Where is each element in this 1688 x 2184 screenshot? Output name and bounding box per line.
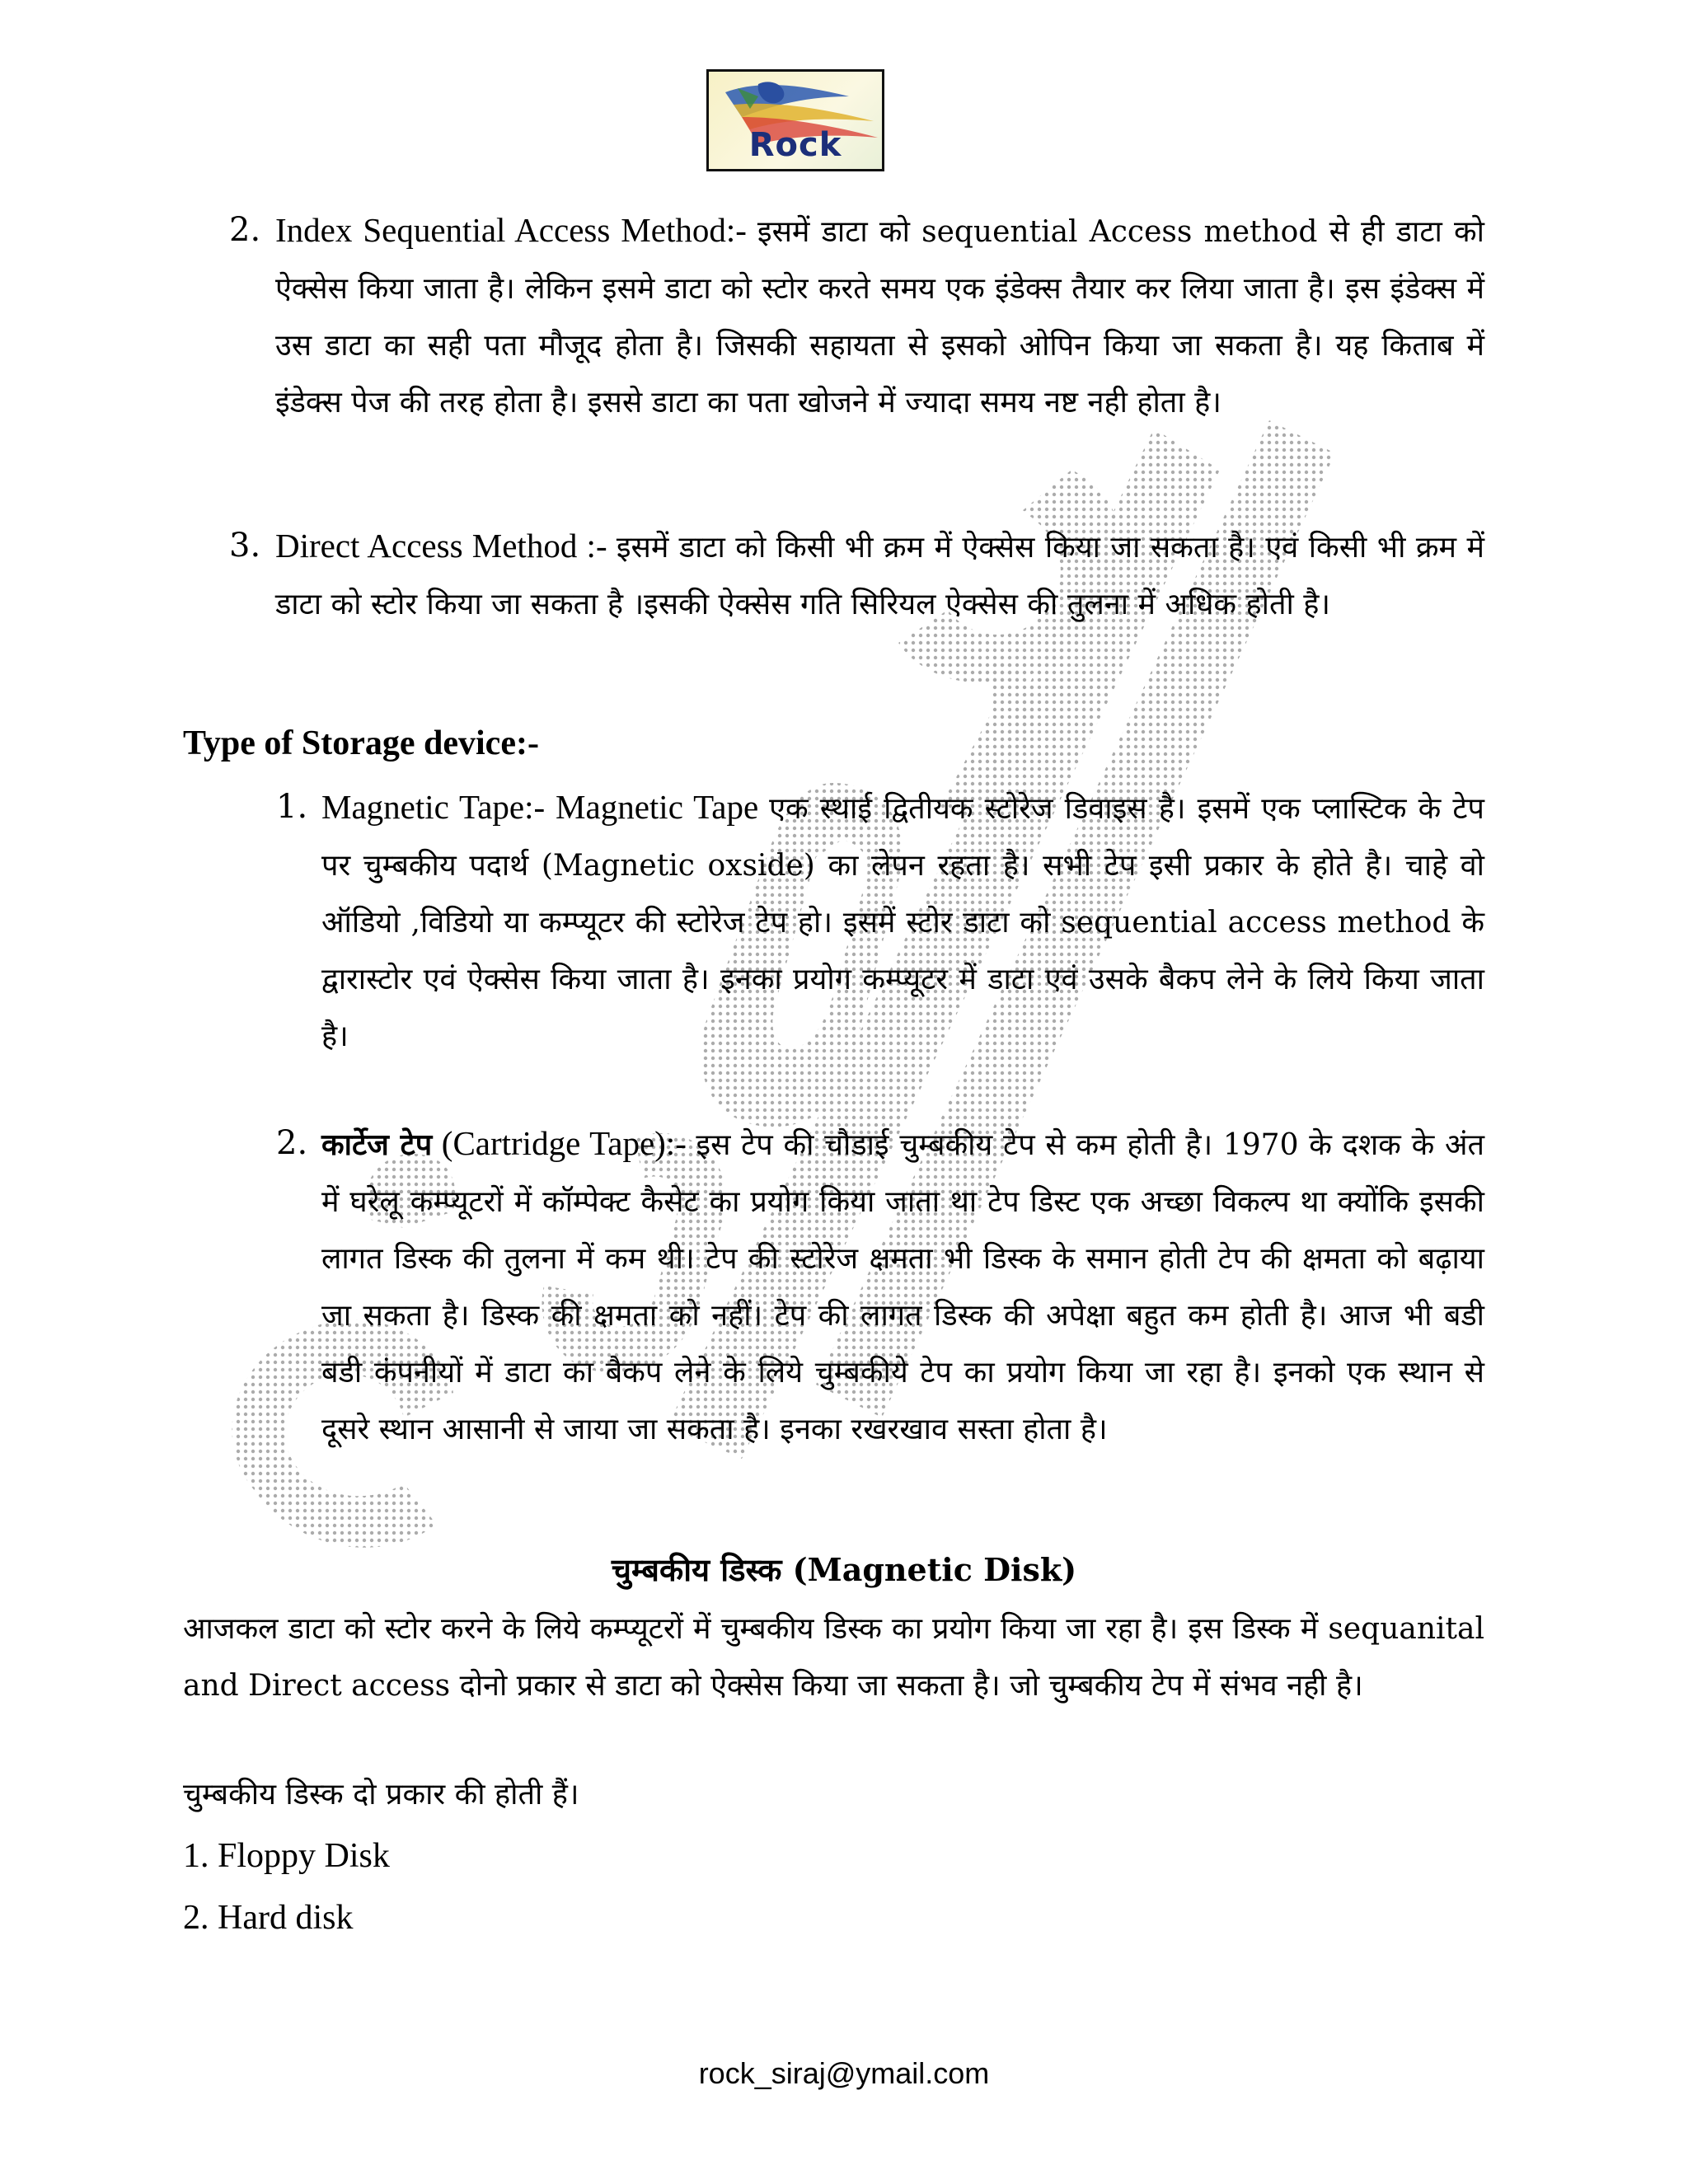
- item-number: 3.: [229, 527, 261, 565]
- direct-access-title: Direct Access Method :-: [275, 527, 617, 565]
- cartridge-tape-title-en: (Cartridge Tape):-: [432, 1124, 696, 1162]
- magnetic-tape-title: Magnetic Tape:- Magnetic Tape: [321, 788, 770, 826]
- footer-email: rock_siraj@ymail.com: [698, 2056, 990, 2090]
- index-sequential-paragraph: [275, 202, 1484, 431]
- item-number: 2.: [229, 211, 261, 249]
- item-number: 2.: [276, 1124, 308, 1162]
- storage-device-heading: Type of Storage device:-: [183, 724, 539, 762]
- disk-type-floppy: 1. Floppy Disk: [183, 1837, 390, 1875]
- logo-text: Rock: [748, 126, 842, 164]
- direct-access-paragraph: [275, 518, 1484, 633]
- index-sequential-body: इसमें डाटा को sequential Access method से ही डाटा को ऐक्सेस किया जाता है। लेकिन इसमे डाटा को स्टोर करते समय एक इंडेक्स तैयार कर लिया जाता है। इस इंडेक्स में उस डाटा का सही पता मौजूद होता है। जिसकी सहायता से इसको ओपिन किया जा सकता है। यह किताब में इंडेक्स पेज की तरह होता है। इससे डाटा का पता खोजने में ज्यादा समय नष्ट नही होता है।: [275, 215, 1484, 419]
- magnetic-tape-paragraph: [321, 779, 1484, 1065]
- cartridge-tape-paragraph: [321, 1115, 1484, 1458]
- magnetic-tape-body: एक स्थाई द्वितीयक स्टोरेज डिवाइस है। इसमें एक प्लास्टिक के टेप पर चुम्बकीय पदार्थ (Magnetic oxside) का लेपन रहता है। सभी टेप इसी प्रकार के होते है। चाहे वो ऑडियो ,विडियो या कम्प्यूटर की स्टोरेज टेप हो। इसमें स्टोर डाटा को sequential access method के द्वारास्टोर एवं ऐक्सेस किया जाता है। इनका प्रयोग कम्प्यूटर में डाटा एवं उसके बैकप लेने के लिये किया जाता है।: [321, 792, 1484, 1053]
- index-sequential-title: Index Sequential Access Method:-: [275, 211, 757, 249]
- rock-logo: [706, 69, 884, 171]
- cartridge-tape-body: इस टेप की चौडाई चुम्बकीय टेप से कम होती है। 1970 के दशक के अंत में घरेलू कम्प्यूटरों में कॉम्पेक्ट कैसेट का प्रयोग किया जाता था टेप डिस्ट एक अच्छा विकल्प था क्योंकि इसकी लागत डिस्क की तुलना में कम थी। टेप की स्टोरेज क्षमता भी डिस्क के समान होती टेप की क्षमता को बढ़ाया जा सकता है। डिस्क की क्षमता को नहीं। टेप की लागत डिस्क की अपेक्षा बहुत कम होती है। आज भी बडी बडी कंपनीयों में डाटा का बैकप लेने के लिये चुम्बकीये टेप का प्रयोग किया जा रहा है। इनको एक स्थान से दूसरे स्थान आसानी से जाया जा सकता है। इनका रखरखाव सस्ता होता है।: [321, 1128, 1484, 1446]
- magnetic-disk-paragraph: आजकल डाटा को स्टोर करने के लिये कम्प्यूटरों में चुम्बकीय डिस्क का प्रयोग किया जा रहा है। इस डिस्क में sequanital and Direct access दोनो प्रकार से डाटा को ऐक्सेस किया जा सकता है। जो चुम्बकीय टेप में संभव नही है।: [183, 1612, 1484, 1703]
- direct-access-body: इसमें डाटा को किसी भी क्रम में ऐक्सेस किया जा सकता है। एवं किसी भी क्रम में डाटा को स्टोर किया जा सकता है ।इसकी ऐक्सेस गति सिरियल ऐक्सेस की तुलना में अधिक होती है।: [275, 531, 1484, 621]
- item-number: 1.: [276, 788, 308, 826]
- disk-types-intro: चुम्बकीय डिस्क दो प्रकार की होती हैं।: [183, 1778, 579, 1811]
- magnetic-disk-heading: चुम्बकीय डिस्क (Magnetic Disk): [611, 1551, 1077, 1588]
- disk-type-hard: 2. Hard disk: [183, 1899, 354, 1937]
- cartridge-tape-title: कार्टेज टेप: [321, 1127, 433, 1162]
